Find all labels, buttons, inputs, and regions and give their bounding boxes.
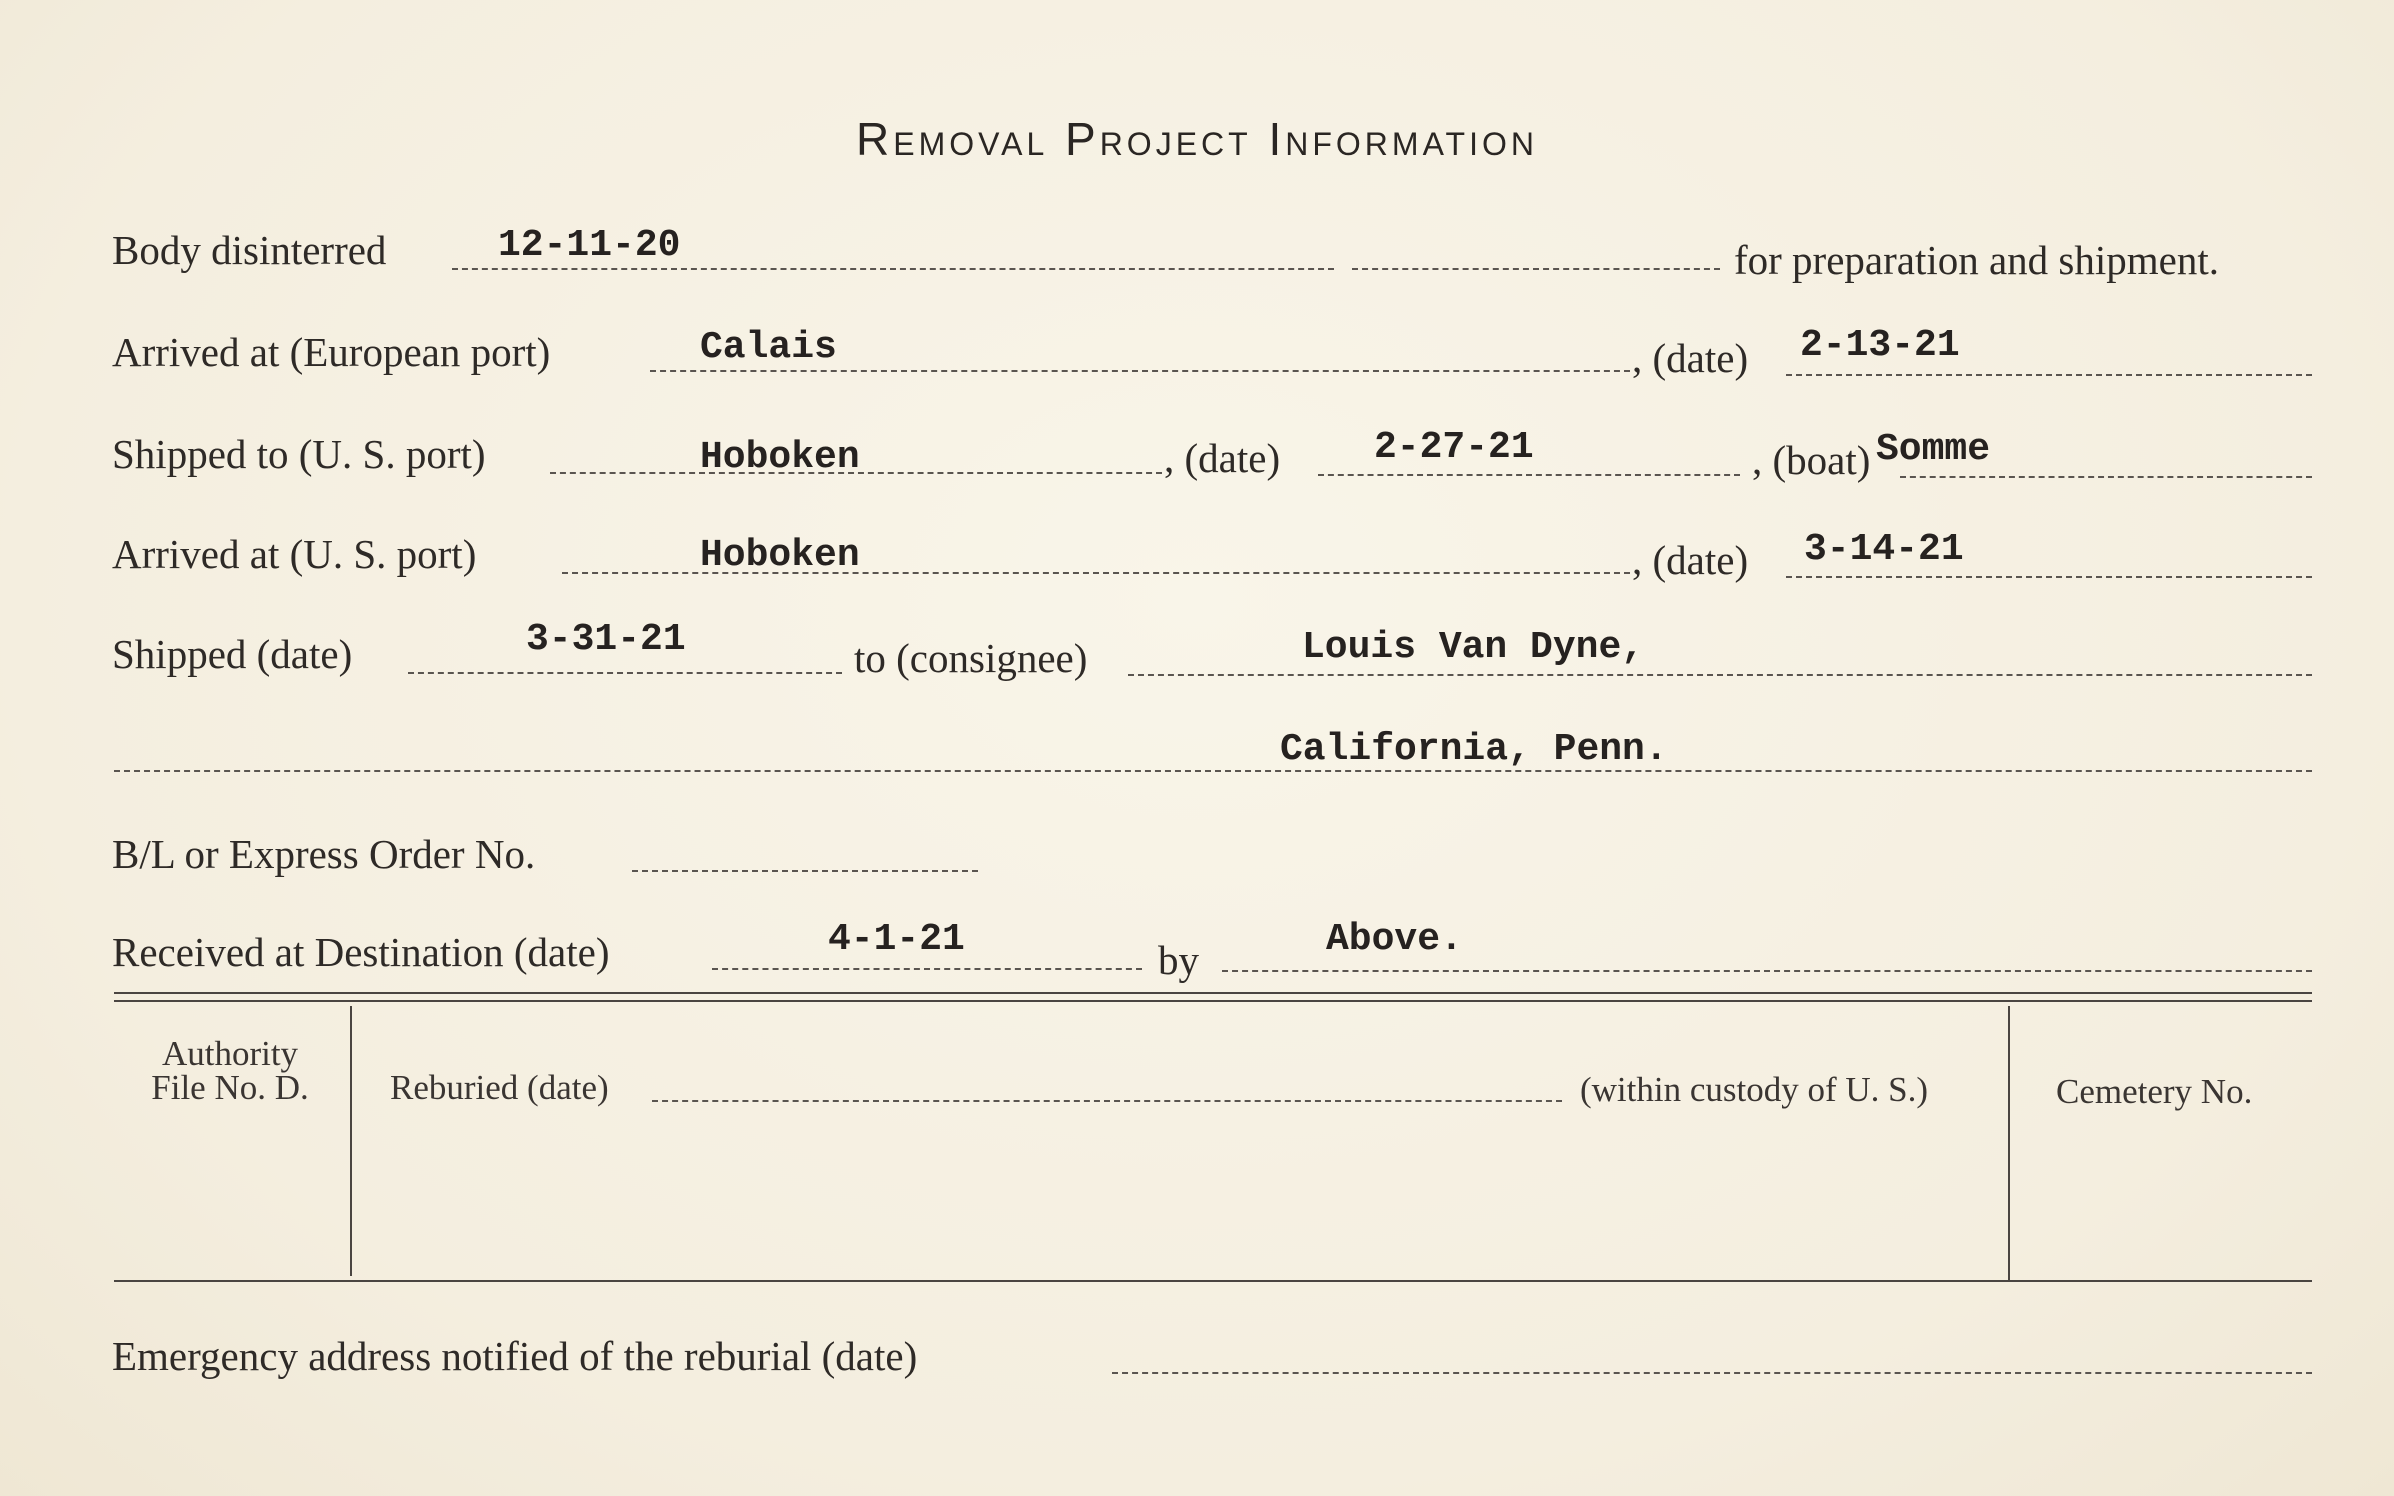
shipped-date-label: Shipped (date) bbox=[112, 631, 353, 677]
table-divider-left bbox=[350, 1006, 352, 1276]
european-port-label: Arrived at (European port) bbox=[112, 329, 551, 375]
received-by-value[interactable]: Above. bbox=[1326, 918, 1463, 961]
table-top-rule-2 bbox=[114, 1000, 2312, 1002]
european-port-date-line bbox=[1786, 374, 2312, 376]
emergency-address-label: Emergency address notified of the reburial (date) bbox=[112, 1333, 918, 1379]
boat-line bbox=[1900, 476, 2312, 478]
received-by-line bbox=[1222, 970, 2312, 972]
boat-label: , (boat) bbox=[1752, 437, 1871, 483]
european-port-date-label: , (date) bbox=[1632, 335, 1749, 381]
boat-value[interactable]: Somme bbox=[1876, 428, 1991, 471]
reburied-label: Reburied (date) bbox=[390, 1068, 609, 1107]
us-port-arrived-date-value[interactable]: 3-14-21 bbox=[1804, 528, 1964, 571]
custody-label: (within custody of U. S.) bbox=[1580, 1070, 1929, 1109]
shipped-date-value[interactable]: 3-31-21 bbox=[526, 618, 686, 661]
us-port-arrived-date-line bbox=[1786, 576, 2312, 578]
table-bottom-rule bbox=[114, 1280, 2312, 1282]
received-destination-label: Received at Destination (date) bbox=[112, 929, 610, 975]
received-by-label: by bbox=[1158, 937, 1199, 983]
cemetery-no-label: Cemetery No. bbox=[2056, 1072, 2253, 1111]
us-port-shipped-value[interactable]: Hoboken bbox=[700, 436, 860, 479]
body-disinterred-label: Body disinterred bbox=[112, 227, 387, 273]
reburied-line bbox=[652, 1100, 1562, 1102]
us-port-arrived-date-label: , (date) bbox=[1632, 537, 1749, 583]
received-destination-value[interactable]: 4-1-21 bbox=[828, 918, 965, 961]
us-port-arrived-value[interactable]: Hoboken bbox=[700, 534, 860, 577]
table-divider-right bbox=[2008, 1006, 2010, 1280]
received-destination-line bbox=[712, 968, 1142, 970]
consignee-label: to (consignee) bbox=[854, 635, 1088, 681]
consignee-address-value[interactable]: California, Penn. bbox=[1280, 728, 1668, 771]
consignee-value[interactable]: Louis Van Dyne, bbox=[1302, 626, 1645, 669]
european-port-value[interactable]: Calais bbox=[700, 326, 837, 369]
authority-label: Authority bbox=[161, 1034, 299, 1073]
us-port-shipped-date-line bbox=[1318, 474, 1740, 476]
preparation-shipment-text: for preparation and shipment. bbox=[1734, 237, 2220, 283]
emergency-address-line bbox=[1112, 1372, 2312, 1374]
shipped-date-line bbox=[408, 672, 842, 674]
authority-file-label: File No. D. bbox=[151, 1068, 309, 1107]
body-disinterred-value[interactable]: 12-11-20 bbox=[498, 224, 681, 267]
body-disinterred-line bbox=[452, 268, 1334, 270]
consignee-line bbox=[1128, 674, 2312, 676]
card-title: Removal Project Information bbox=[856, 113, 1538, 165]
consignee-address-line bbox=[114, 770, 2312, 772]
us-port-shipped-date-value[interactable]: 2-27-21 bbox=[1374, 426, 1534, 469]
us-port-shipped-date-label: , (date) bbox=[1164, 435, 1281, 481]
european-port-line bbox=[650, 370, 1630, 372]
bl-express-order-label: B/L or Express Order No. bbox=[112, 831, 536, 877]
us-port-arrived-label: Arrived at (U. S. port) bbox=[112, 531, 477, 577]
us-port-shipped-label: Shipped to (U. S. port) bbox=[112, 431, 486, 477]
table-top-rule bbox=[114, 992, 2312, 994]
european-port-date-value[interactable]: 2-13-21 bbox=[1800, 324, 1960, 367]
bl-express-order-line bbox=[632, 870, 978, 872]
body-disinterred-line-2 bbox=[1352, 268, 1720, 270]
